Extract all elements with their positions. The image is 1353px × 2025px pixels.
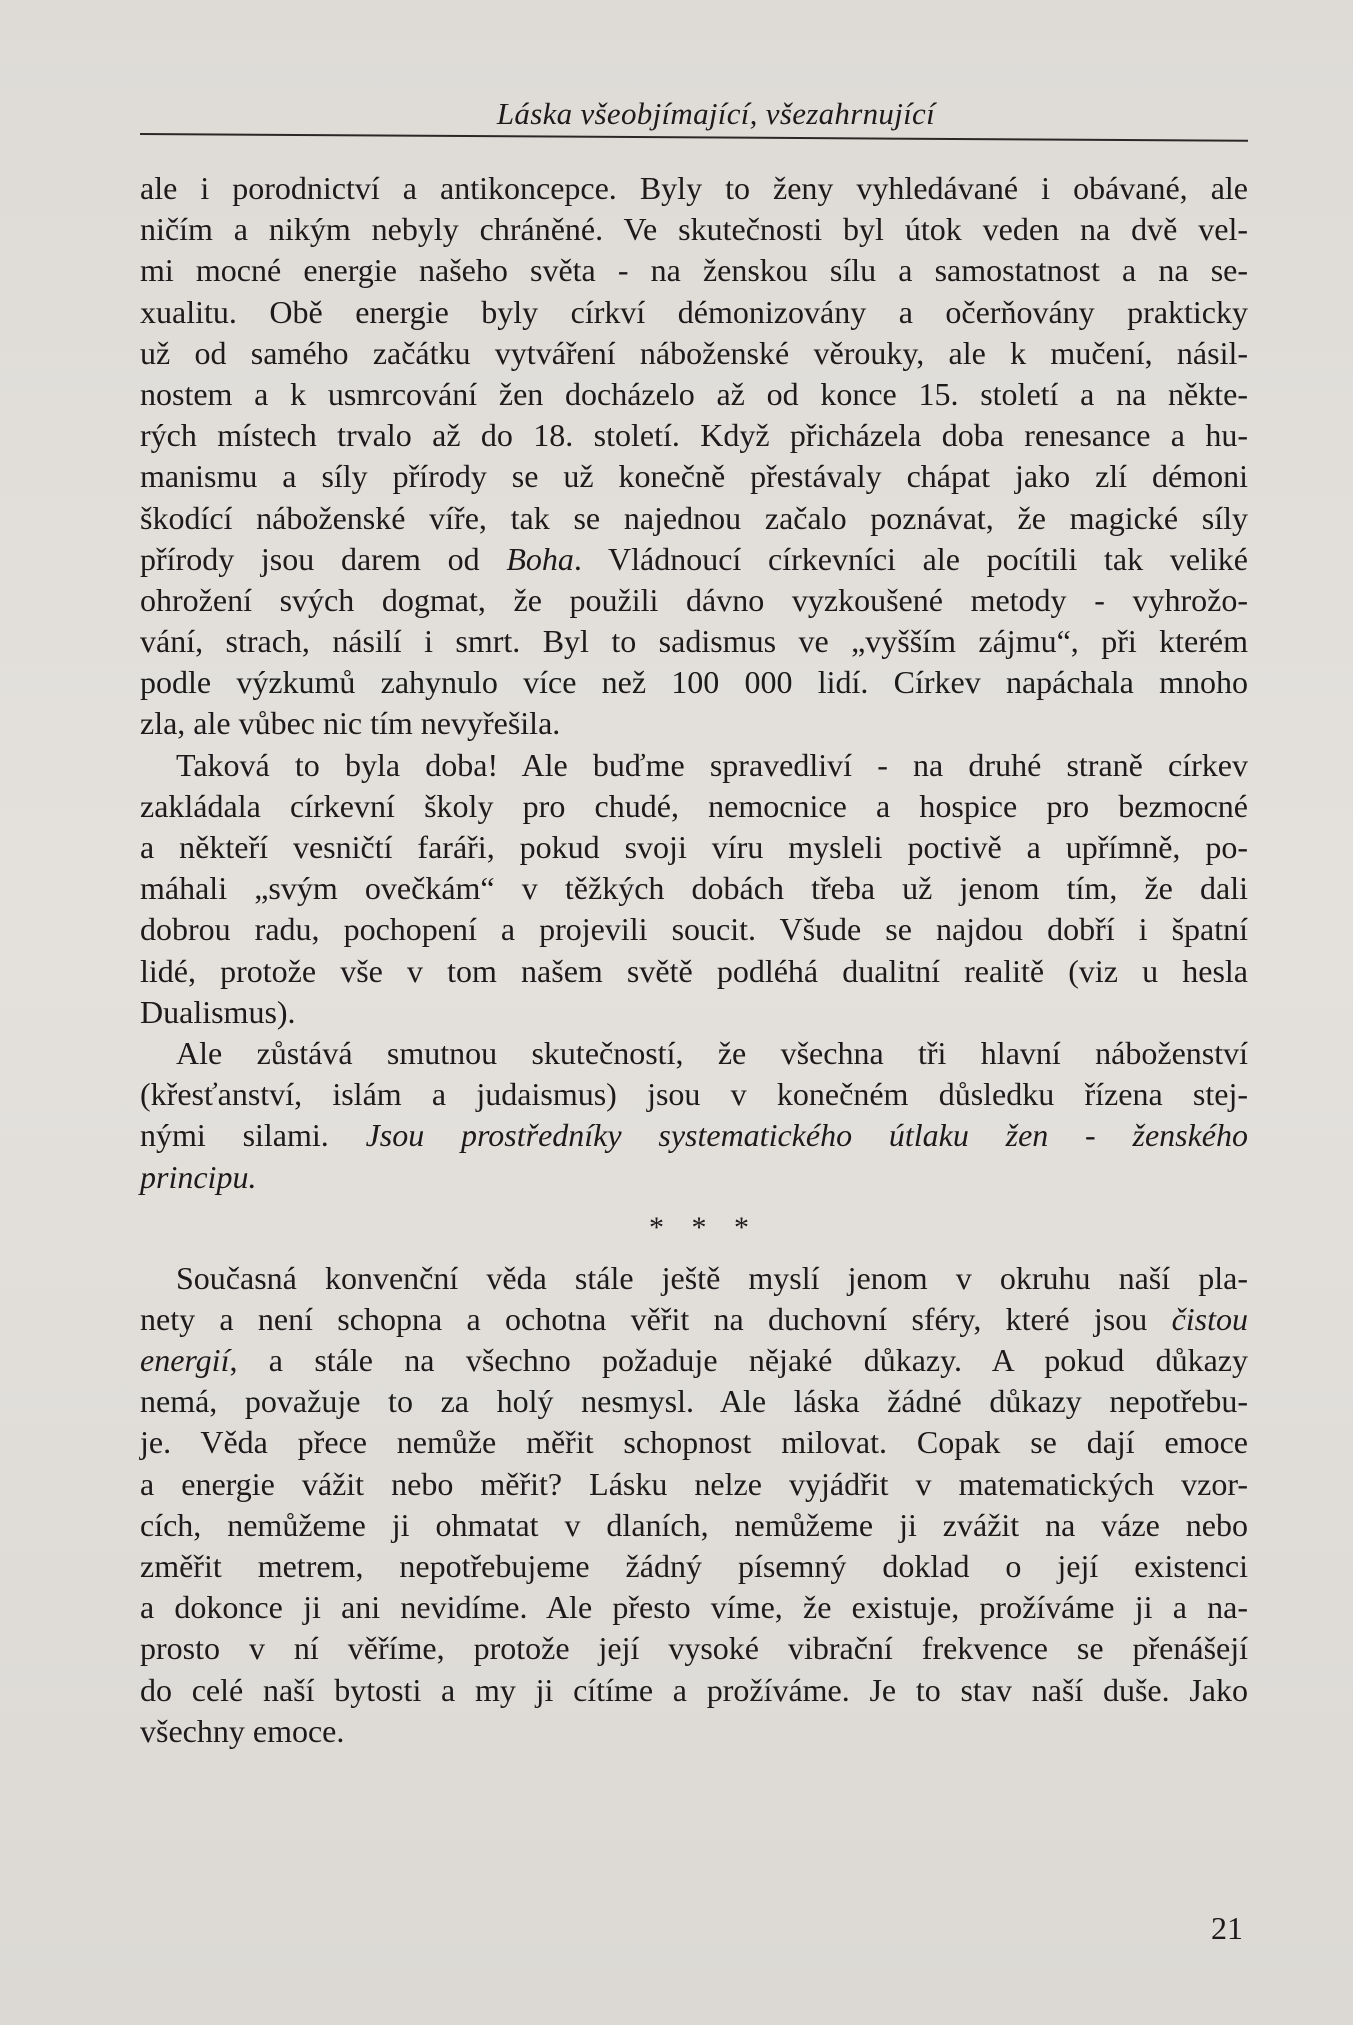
text-line: vání, strach, násilí i smrt. Byl to sadismus ve „vyšším zájmu“, při kterém xyxy=(140,623,1248,660)
text-line: ohrožení svých dogmat, že použili dávno vyzkoušené metody - vyhrožo- xyxy=(140,581,1248,618)
text-line: už od samého začátku vytváření náboženské věrouky, ale k mučení, násil- xyxy=(140,334,1248,371)
italic-segment: energií xyxy=(140,1342,230,1379)
text-line: škodící náboženské víře, tak se najednou začalo poznávat, že magické síly xyxy=(140,499,1248,536)
text-line xyxy=(140,1157,1248,1198)
text-line: je. Věda přece nemůže měřit schopnost milovat. Copak se dají emoce xyxy=(140,1424,1248,1461)
text-segment: přírody jsou darem od xyxy=(140,540,507,577)
text-line: ale i porodnictví a antikoncepce. Byly to ženy vyhledávané i obávané, ale xyxy=(140,170,1248,206)
text-line: a energie vážit nebo měřit? Lásku nelze vyjádřit v matematických vzor- xyxy=(140,1465,1248,1502)
running-head xyxy=(140,96,1248,136)
text-line: mi mocné energie našeho světa - na ženskou sílu a samostatnost a na se- xyxy=(140,252,1248,289)
text-line: a někteří vesničtí faráři, pokud svoji víru mysleli poctivě a upřímně, po- xyxy=(140,829,1248,865)
text-line xyxy=(140,1299,1248,1340)
text-line: nostem a k usmrcování žen docházelo až od konce 15. století a na někte- xyxy=(140,375,1248,412)
text-line: Ale zůstává smutnou skutečností, že všechna tři hlavní náboženství xyxy=(176,1034,1248,1071)
text-line: dobrou radu, pochopení a projevili soucit. Všude se najdou dobří i špatní xyxy=(140,911,1248,948)
text-line: (křesťanství, islám a judaismus) jsou v konečném důsledku řízena stej- xyxy=(140,1076,1248,1113)
text-line: zakládala církevní školy pro chudé, nemocnice a hospice pro bezmocné xyxy=(140,787,1248,824)
text-line: do celé naší bytosti a my ji cítíme a prožíváme. Je to stav naší duše. Jako xyxy=(140,1671,1248,1708)
italic-segment: čistou xyxy=(1171,1300,1248,1337)
text-line: máhali „svým ovečkám“ v těžkých dobách třeba už jenom tím, že dali xyxy=(140,870,1248,907)
italic-segment: principu xyxy=(140,1158,249,1195)
body-text xyxy=(140,168,1248,1752)
text-line: Taková to byla doba! Ale buďme spravedliví - na druhé straně církev xyxy=(176,746,1248,783)
paragraph-3 xyxy=(140,1033,1248,1198)
italic-segment: Boha xyxy=(506,540,574,577)
text-line xyxy=(140,1340,1248,1381)
paragraph-1 xyxy=(140,168,1248,745)
text-line: xualitu. Obě energie byly církví démonizovány a očerňovány prakticky xyxy=(140,293,1248,330)
text-segment: . Vládnoucí církevníci ale pocítili tak veliké xyxy=(573,540,1249,577)
text-line: ničím a nikým nebyly chráněné. Ve skutečnosti byl útok veden na dvě vel- xyxy=(140,211,1248,248)
text-line: všechny emoce. xyxy=(140,1712,345,1749)
text-line: podle výzkumů zahynulo více než 100 000 lidí. Církev napáchala mnoho xyxy=(140,664,1248,701)
text-line: rých místech trvalo až do 18. století. Když přicházela doba renesance a hu- xyxy=(140,417,1248,454)
text-line: manismu a síly přírody se už konečně přestávaly chápat jako zlí démoni xyxy=(140,458,1248,495)
running-head-title: Láska všeobjímající, všezahrnující xyxy=(496,96,935,131)
text-segment: nými silami. xyxy=(140,1117,366,1154)
section-separator: * * * xyxy=(649,1210,759,1244)
text-line: nemá, považuje to za holý nesmysl. Ale láska žádné důkazy nepotřebu- xyxy=(140,1383,1248,1420)
text-line: zla, ale vůbec nic tím nevyřešila. xyxy=(140,705,561,742)
text-line: prosto v ní věříme, protože její vysoké vibrační frekvence se přenášejí xyxy=(140,1630,1248,1667)
text-segment: , a stále na všechno požaduje nějaké důkazy. A pokud důkazy xyxy=(229,1342,1248,1379)
text-segment: nety a není schopna a ochotna věřit na duchovní sféry, které jsou xyxy=(140,1300,1172,1337)
text-line: změřit metrem, nepotřebujeme žádný písemný doklad o její existenci xyxy=(140,1548,1248,1584)
text-line: Dualismus). xyxy=(140,993,296,1030)
page-number: 21 xyxy=(1211,1910,1243,1946)
paragraph-2 xyxy=(140,745,1248,1033)
text-line: Současná konvenční věda stále ještě myslí jenom v okruhu naší pla- xyxy=(176,1259,1248,1296)
text-line: lidé, protože vše v tom našem světě podléhá dualitní realitě (viz u hesla xyxy=(140,952,1248,989)
text-line: cích, nemůžeme ji ohmatat v dlaních, nemůžeme ji zvážit na váze nebo xyxy=(140,1506,1248,1543)
text-segment: . xyxy=(248,1158,257,1195)
text-line xyxy=(140,539,1248,580)
text-line: a dokonce ji ani nevidíme. Ale přesto víme, že existuje, prožíváme ji a na- xyxy=(140,1589,1248,1626)
paragraph-4 xyxy=(140,1258,1248,1752)
italic-segment: Jsou prostředníky systematického útlaku žen - ženského xyxy=(365,1117,1249,1154)
text-line xyxy=(140,1115,1248,1156)
